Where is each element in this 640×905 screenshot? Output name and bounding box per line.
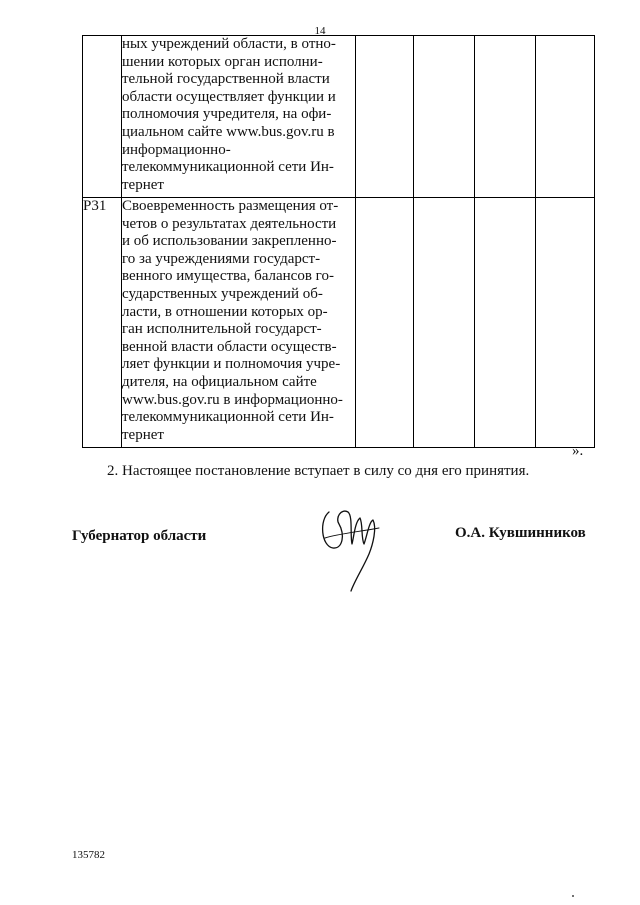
empty-cell bbox=[414, 198, 475, 448]
empty-cell bbox=[536, 36, 595, 198]
closing-quote: ». bbox=[572, 443, 584, 459]
indicator-code bbox=[83, 36, 122, 198]
empty-cell bbox=[414, 36, 475, 198]
signatory-name: О.А. Кувшинников bbox=[455, 525, 586, 541]
indicator-description bbox=[122, 198, 356, 448]
empty-cell bbox=[356, 198, 414, 448]
table-row bbox=[83, 36, 595, 198]
effective-date-paragraph: 2. Настоящее постановление вступает в силу со дня его принятия. bbox=[107, 463, 530, 479]
empty-cell bbox=[536, 198, 595, 448]
scan-speck bbox=[572, 895, 574, 897]
signatory-title: Губернатор области bbox=[72, 528, 207, 544]
empty-cell bbox=[475, 198, 536, 448]
document-number: 135782 bbox=[72, 849, 105, 861]
page-number: 14 bbox=[314, 25, 326, 37]
indicator-description-text: ных учреждений области, в отно- шении которых орган исполни- тельной государственной власти области осуществляет функции и полномочия учредителя, на офи- циальном сайте www.bus.gov.ru в информационно- телекоммуникационной сети Ин- тернет bbox=[122, 36, 336, 193]
indicator-description bbox=[122, 36, 356, 198]
indicator-code: Р31 bbox=[83, 198, 122, 448]
empty-cell bbox=[475, 36, 536, 198]
indicator-description-text: Своевременность размещения от- четов о результатах деятельности и об использовании закрепленно- го за учреждениями государст- венного имущества, балансов го- сударственных учреждений об- ласти, в отношении которых ор- ган исполнительной государст- венной власти области осуществ- ляет функции и полномочия учре- дителя, на официальном сайте www.bus.gov.ru в информационно- телекоммуникационной сети Ин- тернет bbox=[122, 198, 343, 443]
indicators-table bbox=[82, 35, 595, 448]
empty-cell bbox=[356, 36, 414, 198]
handwritten-signature bbox=[317, 498, 387, 593]
table-row bbox=[83, 198, 595, 448]
